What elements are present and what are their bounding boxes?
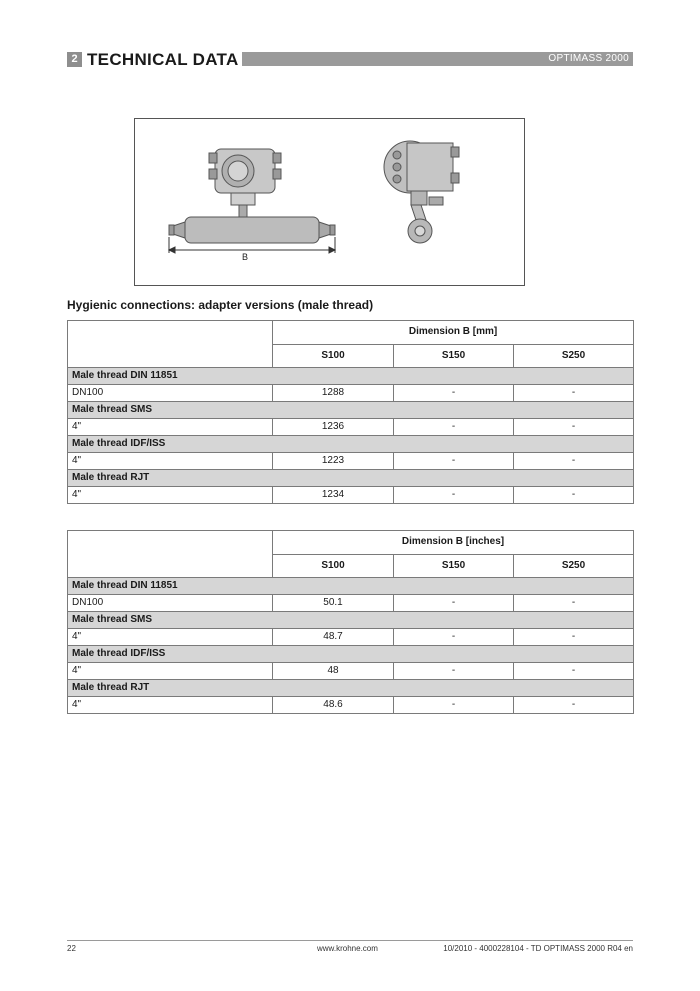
cell-value: - xyxy=(394,487,514,504)
section-title: TECHNICAL DATA xyxy=(87,50,239,69)
dimensions-table-mm xyxy=(67,320,634,504)
table-row xyxy=(68,595,634,612)
cell-value: - xyxy=(514,453,634,470)
header-bar xyxy=(242,52,633,66)
table-row xyxy=(68,385,634,402)
group-label: Male thread RJT xyxy=(68,470,634,487)
row-label: 4" xyxy=(68,629,273,646)
column-header: S100 xyxy=(273,344,394,368)
table-row xyxy=(68,697,634,714)
dimension-header: Dimension B [mm] xyxy=(273,321,634,345)
row-label: 4" xyxy=(68,697,273,714)
column-header: S100 xyxy=(273,554,394,578)
dimensions-table-inches xyxy=(67,530,634,714)
footer-divider xyxy=(67,940,633,941)
row-label: DN100 xyxy=(68,595,273,612)
table-row xyxy=(68,629,634,646)
cell-value: - xyxy=(514,595,634,612)
cell-value: - xyxy=(394,595,514,612)
cell-value: - xyxy=(394,663,514,680)
group-row xyxy=(68,612,634,629)
website-link[interactable]: www.krohne.com xyxy=(317,944,378,953)
dimension-label: B xyxy=(241,252,249,262)
cell-value: - xyxy=(394,697,514,714)
cell-value: - xyxy=(394,419,514,436)
document-reference: 10/2010 - 4000228104 - TD OPTIMASS 2000 R04 en xyxy=(443,944,633,953)
row-label: 4" xyxy=(68,663,273,680)
row-label: 4" xyxy=(68,453,273,470)
column-header: S250 xyxy=(514,554,634,578)
group-row xyxy=(68,470,634,487)
dimension-header: Dimension B [inches] xyxy=(273,531,634,555)
group-row xyxy=(68,402,634,419)
column-header: S150 xyxy=(394,554,514,578)
group-label: Male thread DIN 11851 xyxy=(68,578,634,595)
cell-value: 1236 xyxy=(273,419,394,436)
group-row xyxy=(68,646,634,663)
row-label: 4" xyxy=(68,487,273,504)
cell-value: 48.7 xyxy=(273,629,394,646)
dimension-drawing xyxy=(134,118,525,286)
page-number: 22 xyxy=(67,944,76,953)
group-label: Male thread IDF/ISS xyxy=(68,646,634,663)
group-label: Male thread IDF/ISS xyxy=(68,436,634,453)
table-title: Hygienic connections: adapter versions (male thread) xyxy=(67,298,374,312)
cell-value: 1288 xyxy=(273,385,394,402)
side-view xyxy=(169,149,335,243)
table-row xyxy=(68,663,634,680)
cell-value: - xyxy=(514,663,634,680)
group-row xyxy=(68,436,634,453)
table-row xyxy=(68,419,634,436)
table-row xyxy=(68,453,634,470)
group-row xyxy=(68,578,634,595)
group-label: Male thread DIN 11851 xyxy=(68,368,634,385)
cell-value: - xyxy=(514,697,634,714)
cell-value: 50.1 xyxy=(273,595,394,612)
column-header: S150 xyxy=(394,344,514,368)
table-corner xyxy=(68,321,273,368)
group-label: Male thread RJT xyxy=(68,680,634,697)
cell-value: 1234 xyxy=(273,487,394,504)
group-label: Male thread SMS xyxy=(68,402,634,419)
group-row xyxy=(68,368,634,385)
column-header: S250 xyxy=(514,344,634,368)
section-number: 2 xyxy=(67,52,82,67)
cell-value: - xyxy=(514,385,634,402)
cell-value: - xyxy=(514,629,634,646)
table-row xyxy=(68,487,634,504)
table-corner xyxy=(68,531,273,578)
cell-value: - xyxy=(394,385,514,402)
cell-value: - xyxy=(394,629,514,646)
group-row xyxy=(68,680,634,697)
cell-value: - xyxy=(394,453,514,470)
cell-value: - xyxy=(514,487,634,504)
product-name: OPTIMASS 2000 xyxy=(548,53,629,64)
row-label: DN100 xyxy=(68,385,273,402)
cell-value: 48.6 xyxy=(273,697,394,714)
cell-value: 1223 xyxy=(273,453,394,470)
group-label: Male thread SMS xyxy=(68,612,634,629)
flowmeter-drawing xyxy=(135,119,526,287)
row-label: 4" xyxy=(68,419,273,436)
end-view xyxy=(384,141,459,243)
page-header xyxy=(67,50,633,70)
cell-value: - xyxy=(514,419,634,436)
cell-value: 48 xyxy=(273,663,394,680)
